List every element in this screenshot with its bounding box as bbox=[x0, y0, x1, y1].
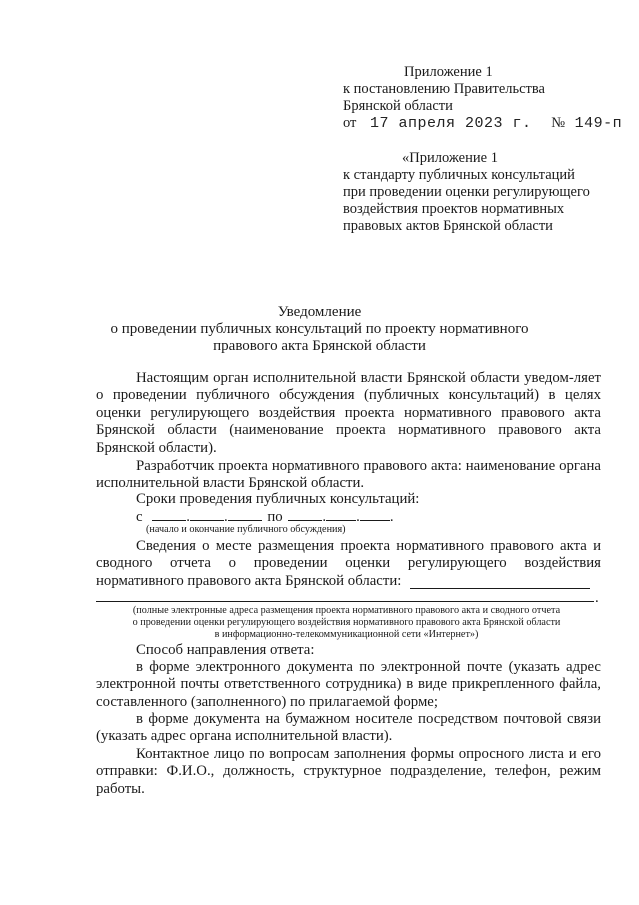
date-value: 17 апреля 2023 г. bbox=[370, 115, 532, 132]
placement-blank-1[interactable] bbox=[410, 576, 590, 589]
end-day-blank[interactable] bbox=[288, 508, 322, 521]
end-year-blank[interactable] bbox=[360, 508, 390, 521]
start-day-blank[interactable] bbox=[152, 508, 186, 521]
date-prefix: от bbox=[343, 115, 357, 131]
paragraph-intro: Настоящим орган исполнительной власти Брянской области уведом-ляет о проведении публичного обсуждения (публичных консультаций) в целях оценки регулирующего воздействия проекта нормативного правового акта Брянской области (наименование проекта нормативного правового акта Брянской области). bbox=[96, 370, 601, 456]
paragraph-email-option: в форме электронного документа по электронной почте (указать адрес электронной почты ответственного сотрудника) в виде прикрепленного файла, составленного (заполненного) по прилагаемой форме; bbox=[96, 659, 601, 710]
paragraph-deadlines: Сроки проведения публичных консультаций: bbox=[136, 491, 420, 507]
placement-blank-2[interactable] bbox=[96, 589, 594, 602]
paragraph-placement: Сведения о месте размещения проекта нормативного правового акта и сводного отчета о проведении оценки регулирующего воздействия нормативного правового акта Брянской области: bbox=[96, 538, 601, 589]
sub-appendix-label: «Приложение 1 bbox=[402, 150, 498, 166]
appendix-decree: к постановлению Правительства bbox=[343, 81, 545, 97]
number-sign: № bbox=[551, 115, 566, 131]
end-month-blank[interactable] bbox=[326, 508, 356, 521]
notice-subtitle-line2: правового акта Брянской области bbox=[213, 338, 426, 354]
notice-subtitle-line1: о проведении публичных консультаций по проекту нормативного bbox=[110, 321, 529, 337]
paragraph-response-method: Способ направления ответа: bbox=[136, 642, 315, 658]
sub-appendix-line3: при проведении оценки регулирующего bbox=[343, 184, 590, 200]
appendix-region: Брянской области bbox=[343, 98, 453, 114]
paragraph-paper-option: в форме документа на бумажном носителе посредством почтовой связи (указать адрес органа исполнительной власти). bbox=[96, 711, 601, 745]
dates-row: с . . по . . . bbox=[136, 509, 394, 525]
sub-appendix-line4: воздействия проектов нормативных bbox=[343, 201, 565, 217]
dates-from-label: с bbox=[136, 509, 143, 525]
notice-title: Уведомление bbox=[277, 304, 362, 320]
sub-appendix-line5: правовых актов Брянской области bbox=[343, 218, 553, 234]
address-note-line1: (полные электронные адреса размещения проекта нормативного правового акта и сводного отчета bbox=[132, 605, 561, 616]
paragraph-contact: Контактное лицо по вопросам заполнения формы опросного листа и его отправки: Ф.И.О., должность, структурное подразделение, телефон, режим работы. bbox=[96, 746, 601, 797]
dates-note: (начало и окончание публичного обсуждения) bbox=[146, 524, 346, 535]
address-note-line2: о проведении оценки регулирующего воздействия нормативного правового акта Брянской области bbox=[132, 617, 561, 628]
number-value: 149-п bbox=[574, 115, 623, 132]
start-year-blank[interactable] bbox=[228, 508, 262, 521]
paragraph-developer: Разработчик проекта нормативного правового акта: наименование органа исполнительной власти Брянской области. bbox=[96, 458, 601, 492]
placement-period: . bbox=[595, 590, 599, 606]
appendix-label: Приложение 1 bbox=[404, 64, 493, 80]
appendix-date-line bbox=[343, 115, 622, 133]
dates-to-label: по bbox=[267, 509, 283, 525]
sub-appendix-line2: к стандарту публичных консультаций bbox=[343, 167, 575, 183]
start-month-blank[interactable] bbox=[190, 508, 224, 521]
address-note-line3: в информационно-телекоммуникационной сети «Интернет») bbox=[214, 629, 479, 640]
